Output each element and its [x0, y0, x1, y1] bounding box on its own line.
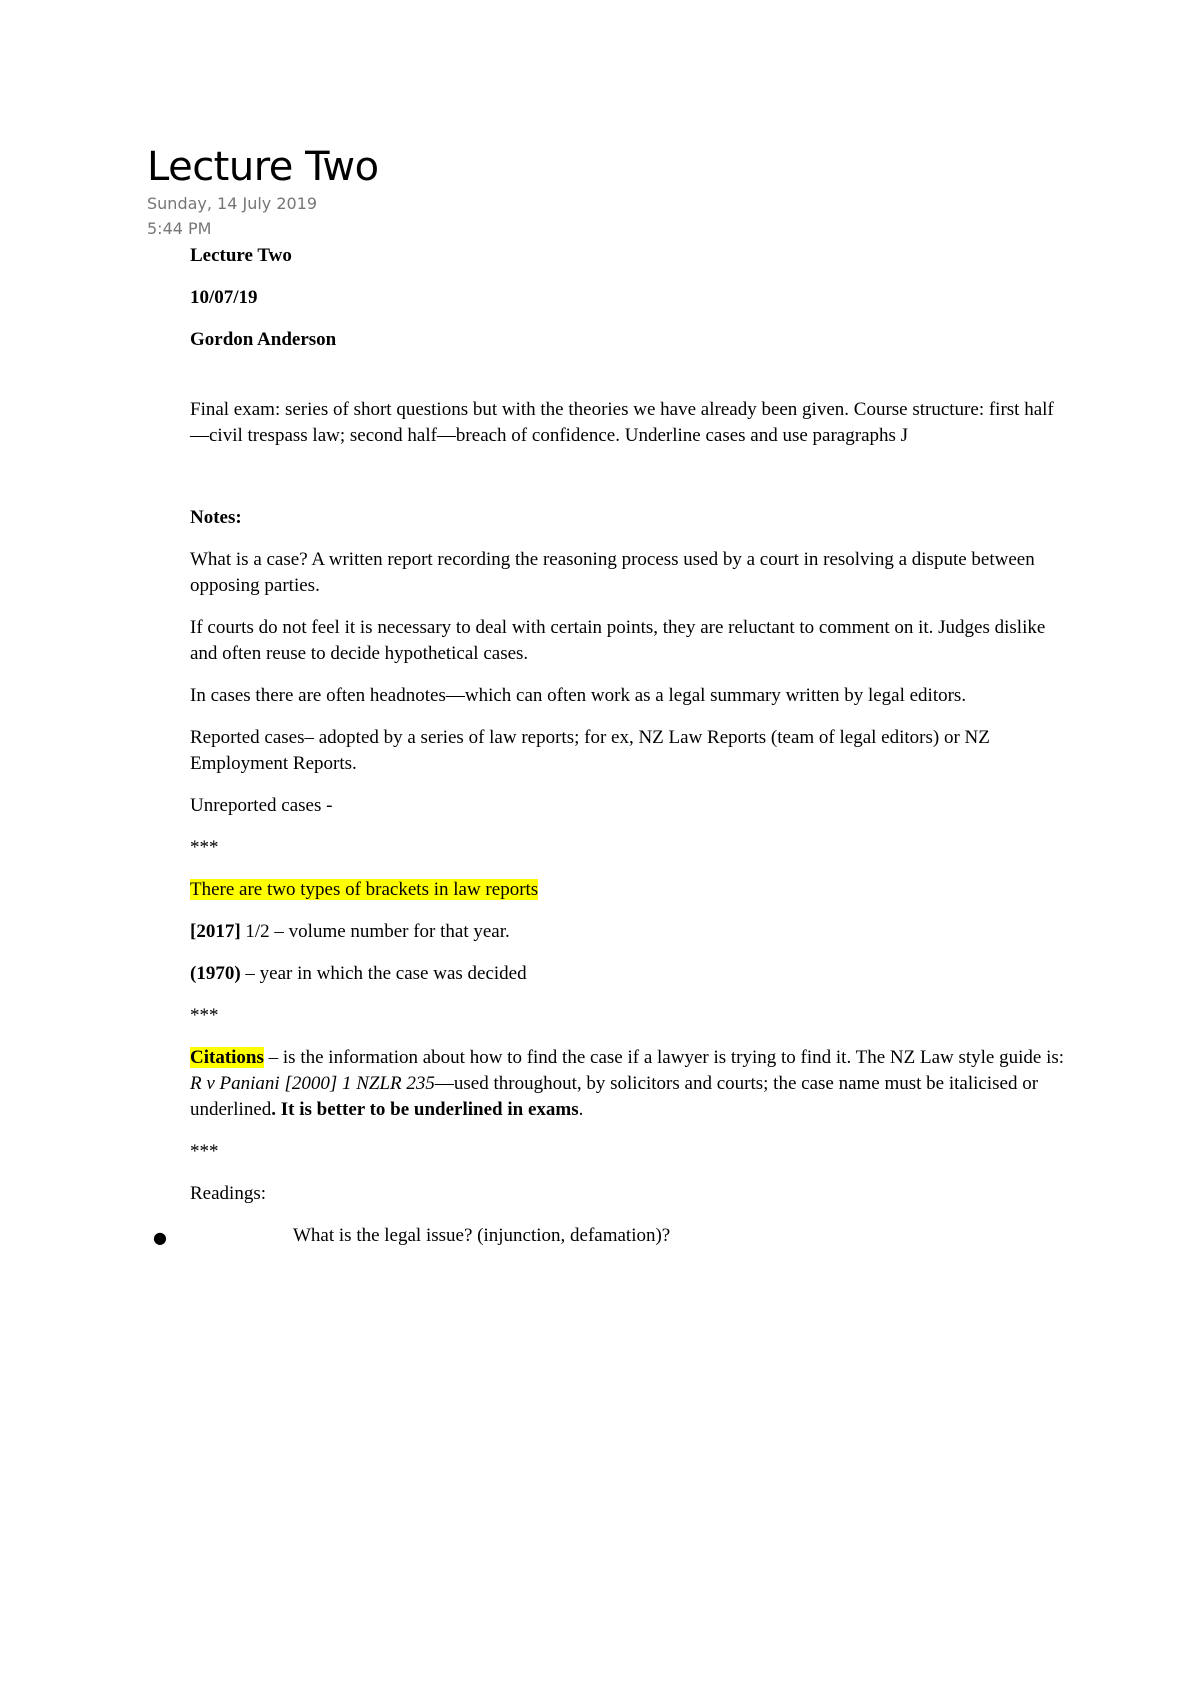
citations-label: Citations — [190, 1047, 264, 1068]
bracket-label: (1970) — [190, 963, 241, 984]
separator: *** — [190, 1141, 219, 1162]
created-time: 5:44 PM — [147, 219, 212, 238]
created-date: Sunday, 14 July 2019 — [147, 194, 318, 213]
lecture-heading: Lecture Two — [190, 245, 292, 266]
course-overview: Final exam: series of short questions but with the theories we have already been given. Course structure: first half—civil trespass law; second half—breach of confidence. Underline cases and use paragraphs J — [190, 399, 1054, 446]
page-title: Lecture Two — [147, 144, 379, 190]
note-paragraph: Unreported cases - — [190, 795, 333, 816]
citations-paragraph — [190, 1045, 1070, 1123]
citations-text: —used throughout, by solicitors and courts; the case name must be italicised or underlined — [190, 1073, 1039, 1120]
bracket-line — [190, 919, 1070, 945]
note-paragraph: What is a case? A written report recording the reasoning process used by a court in resolving a dispute between opposing parties. — [190, 549, 1035, 596]
exam-tip: . It is better to be underlined in exams — [271, 1099, 579, 1120]
lecture-date: 10/07/19 — [190, 287, 258, 308]
readings-label: Readings: — [190, 1183, 266, 1204]
bracket-line — [190, 961, 1070, 987]
separator: *** — [190, 837, 219, 858]
bracket-text: 1/2 – volume number for that year. — [240, 921, 510, 942]
citation-example: R v Paniani [2000] 1 NZLR 235 — [190, 1073, 435, 1094]
citations-text: – is the information about how to find the case if a lawyer is trying to find it. The NZ Law style guide is: — [263, 1047, 1065, 1068]
bullet-icon: ● — [153, 1228, 167, 1247]
bracket-label: [2017] — [190, 921, 241, 942]
brackets-heading-line — [190, 877, 1070, 903]
note-paragraph: Reported cases– adopted by a series of law reports; for ex, NZ Law Reports (team of legal editors) or NZ Employment Reports. — [190, 727, 990, 774]
separator: *** — [190, 1005, 219, 1026]
note-body — [153, 243, 1070, 1251]
note-paragraph: If courts do not feel it is necessary to deal with certain points, they are reluctant to comment on it. Judges dislike and often reuse to decide hypothetical cases. — [190, 617, 1046, 664]
citations-end: . — [578, 1099, 584, 1120]
bracket-text: – year in which the case was decided — [240, 963, 527, 984]
notes-heading: Notes: — [190, 507, 242, 528]
highlighted-heading: There are two types of brackets in law reports — [190, 879, 539, 900]
bullet-text: What is the legal issue? (injunction, defamation)? — [293, 1225, 671, 1246]
bullet-item — [153, 1223, 1070, 1251]
spacer — [190, 465, 1070, 505]
note-paragraph: In cases there are often headnotes—which can often work as a legal summary written by legal editors. — [190, 685, 967, 706]
lecturer-name: Gordon Anderson — [190, 329, 337, 350]
spacer — [190, 369, 1070, 397]
